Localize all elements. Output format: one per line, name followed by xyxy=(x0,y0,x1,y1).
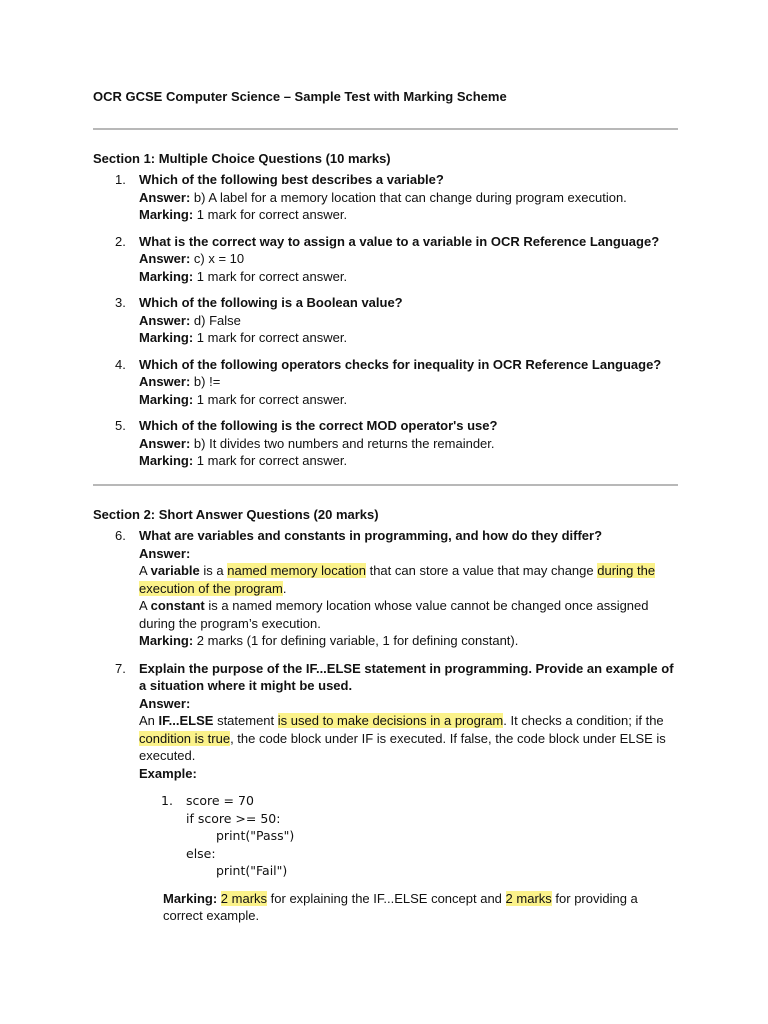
term-constant: constant xyxy=(150,598,205,613)
highlighted-text: 2 marks xyxy=(220,890,268,906)
text-fragment: for explaining the IF...ELSE concept and xyxy=(270,890,502,906)
answer-text: b) != xyxy=(193,374,221,389)
if-else-explanation xyxy=(139,712,678,765)
answer-line xyxy=(139,189,678,207)
answer-line xyxy=(139,250,678,268)
marking-line xyxy=(139,452,678,470)
highlighted-text: named memory location xyxy=(227,563,366,578)
answer-line xyxy=(139,373,678,391)
text-fragment: , the code block under IF is executed. If false, the code block under ELSE is executed. xyxy=(139,730,666,763)
marking-line xyxy=(139,329,678,347)
question-text: Which of the following best describes a variable? xyxy=(139,172,444,187)
document-page xyxy=(93,88,678,934)
highlighted-text: is used to make decisions in a program xyxy=(277,713,504,728)
answer-text: b) It divides two numbers and returns the remainder. xyxy=(193,435,495,451)
section-divider xyxy=(93,128,678,130)
document-title: OCR GCSE Computer Science – Sample Test with Marking Scheme xyxy=(93,89,507,104)
code-example xyxy=(139,792,678,880)
answer-label xyxy=(139,545,678,563)
text-fragment: for providing a correct example. xyxy=(163,890,638,923)
section-divider xyxy=(93,484,678,486)
question-text: What is the correct way to assign a value to a variable in OCR Reference Language? xyxy=(139,233,660,249)
marking-text: 1 mark for correct answer. xyxy=(196,330,348,345)
marking-text: 1 mark for correct answer. xyxy=(196,207,348,222)
answer-text: b) A label for a memory location that can change during program execution. xyxy=(193,189,627,205)
term-variable: variable xyxy=(150,563,200,578)
question-text: Explain the purpose of the IF...ELSE statement in programming. Provide an example of a situation where it might be used. xyxy=(139,660,674,693)
marking-line xyxy=(139,391,678,409)
marking-line xyxy=(139,890,678,925)
answer-label: Answer: xyxy=(139,374,191,389)
section-1-heading: Section 1: Multiple Choice Questions (10 marks) xyxy=(93,150,391,166)
answer-label: Answer: xyxy=(139,435,191,451)
marking-line xyxy=(139,268,678,286)
question-1 xyxy=(93,171,678,224)
marking-label: Marking: xyxy=(139,207,194,222)
text-fragment: . It checks a condition; if the xyxy=(503,713,664,728)
text-fragment: is a named memory location whose value cannot be changed once assigned during the program’s execution. xyxy=(139,598,649,631)
answer-label: Answer: xyxy=(139,312,191,328)
answer-label-text: Answer: xyxy=(139,545,191,561)
answer-label xyxy=(139,695,678,713)
section-2-heading: Section 2: Short Answer Questions (20 marks) xyxy=(93,506,379,522)
constant-definition xyxy=(139,597,678,632)
term-if-else: IF...ELSE xyxy=(158,713,214,728)
highlighted-text: during the execution of the program xyxy=(139,563,656,596)
question-number: 6. xyxy=(115,528,126,543)
question-number: 2. xyxy=(115,233,126,249)
question-number: 3. xyxy=(115,295,126,310)
question-3 xyxy=(93,294,678,347)
answer-label: Answer: xyxy=(139,251,191,266)
variable-definition xyxy=(139,562,678,597)
question-number: 7. xyxy=(115,660,126,676)
marking-label: Marking: xyxy=(139,391,194,407)
marking-line xyxy=(139,632,678,650)
question-4 xyxy=(93,356,678,409)
marking-label: Marking: xyxy=(163,890,218,906)
question-7 xyxy=(93,660,678,925)
code-list-number: 1. xyxy=(161,793,173,808)
answer-line xyxy=(139,312,678,330)
example-label xyxy=(139,765,678,783)
answer-line xyxy=(139,435,678,453)
text-fragment: An xyxy=(139,713,155,728)
text-fragment: . xyxy=(282,580,287,596)
marking-label: Marking: xyxy=(139,330,194,345)
text-fragment: A xyxy=(139,563,147,578)
marking-text: 2 marks (1 for defining variable, 1 for defining constant). xyxy=(196,633,519,648)
question-text: Which of the following operators checks for inequality in OCR Reference Language? xyxy=(139,356,662,372)
code-line: if score >= 50: xyxy=(186,810,281,826)
question-5 xyxy=(93,417,678,470)
highlighted-text: condition is true xyxy=(139,730,231,746)
question-2 xyxy=(93,233,678,286)
marking-text: 1 mark for correct answer. xyxy=(196,391,348,407)
question-6 xyxy=(93,527,678,650)
marking-label: Marking: xyxy=(139,633,194,648)
answer-label: Answer: xyxy=(139,189,191,205)
highlighted-text: 2 marks xyxy=(505,890,552,906)
text-fragment: statement xyxy=(217,713,275,728)
answer-text: c) x = 10 xyxy=(193,251,245,266)
marking-label: Marking: xyxy=(139,453,194,468)
code-line: print("Pass") xyxy=(216,828,295,843)
question-number: 4. xyxy=(115,356,126,372)
marking-line xyxy=(139,206,678,224)
code-line: else: xyxy=(186,845,216,861)
marking-label: Marking: xyxy=(139,268,194,284)
question-number: 1. xyxy=(115,172,126,187)
marking-text: 1 mark for correct answer. xyxy=(196,453,348,468)
code-line: score = 70 xyxy=(186,793,254,808)
code-line: print("Fail") xyxy=(216,863,288,878)
question-text: Which of the following is a Boolean value? xyxy=(139,295,403,310)
question-text: What are variables and constants in programming, and how do they differ? xyxy=(139,528,603,543)
question-text: Which of the following is the correct MOD operator's use? xyxy=(139,418,498,433)
marking-text: 1 mark for correct answer. xyxy=(196,268,348,284)
text-fragment: that can store a value that may change xyxy=(369,563,594,578)
text-fragment: A xyxy=(139,598,147,613)
question-number: 5. xyxy=(115,418,126,433)
answer-text: d) False xyxy=(193,312,241,328)
text-fragment: is a xyxy=(203,563,224,578)
answer-label-text: Answer: xyxy=(139,695,191,711)
example-label-text: Example: xyxy=(139,765,197,781)
